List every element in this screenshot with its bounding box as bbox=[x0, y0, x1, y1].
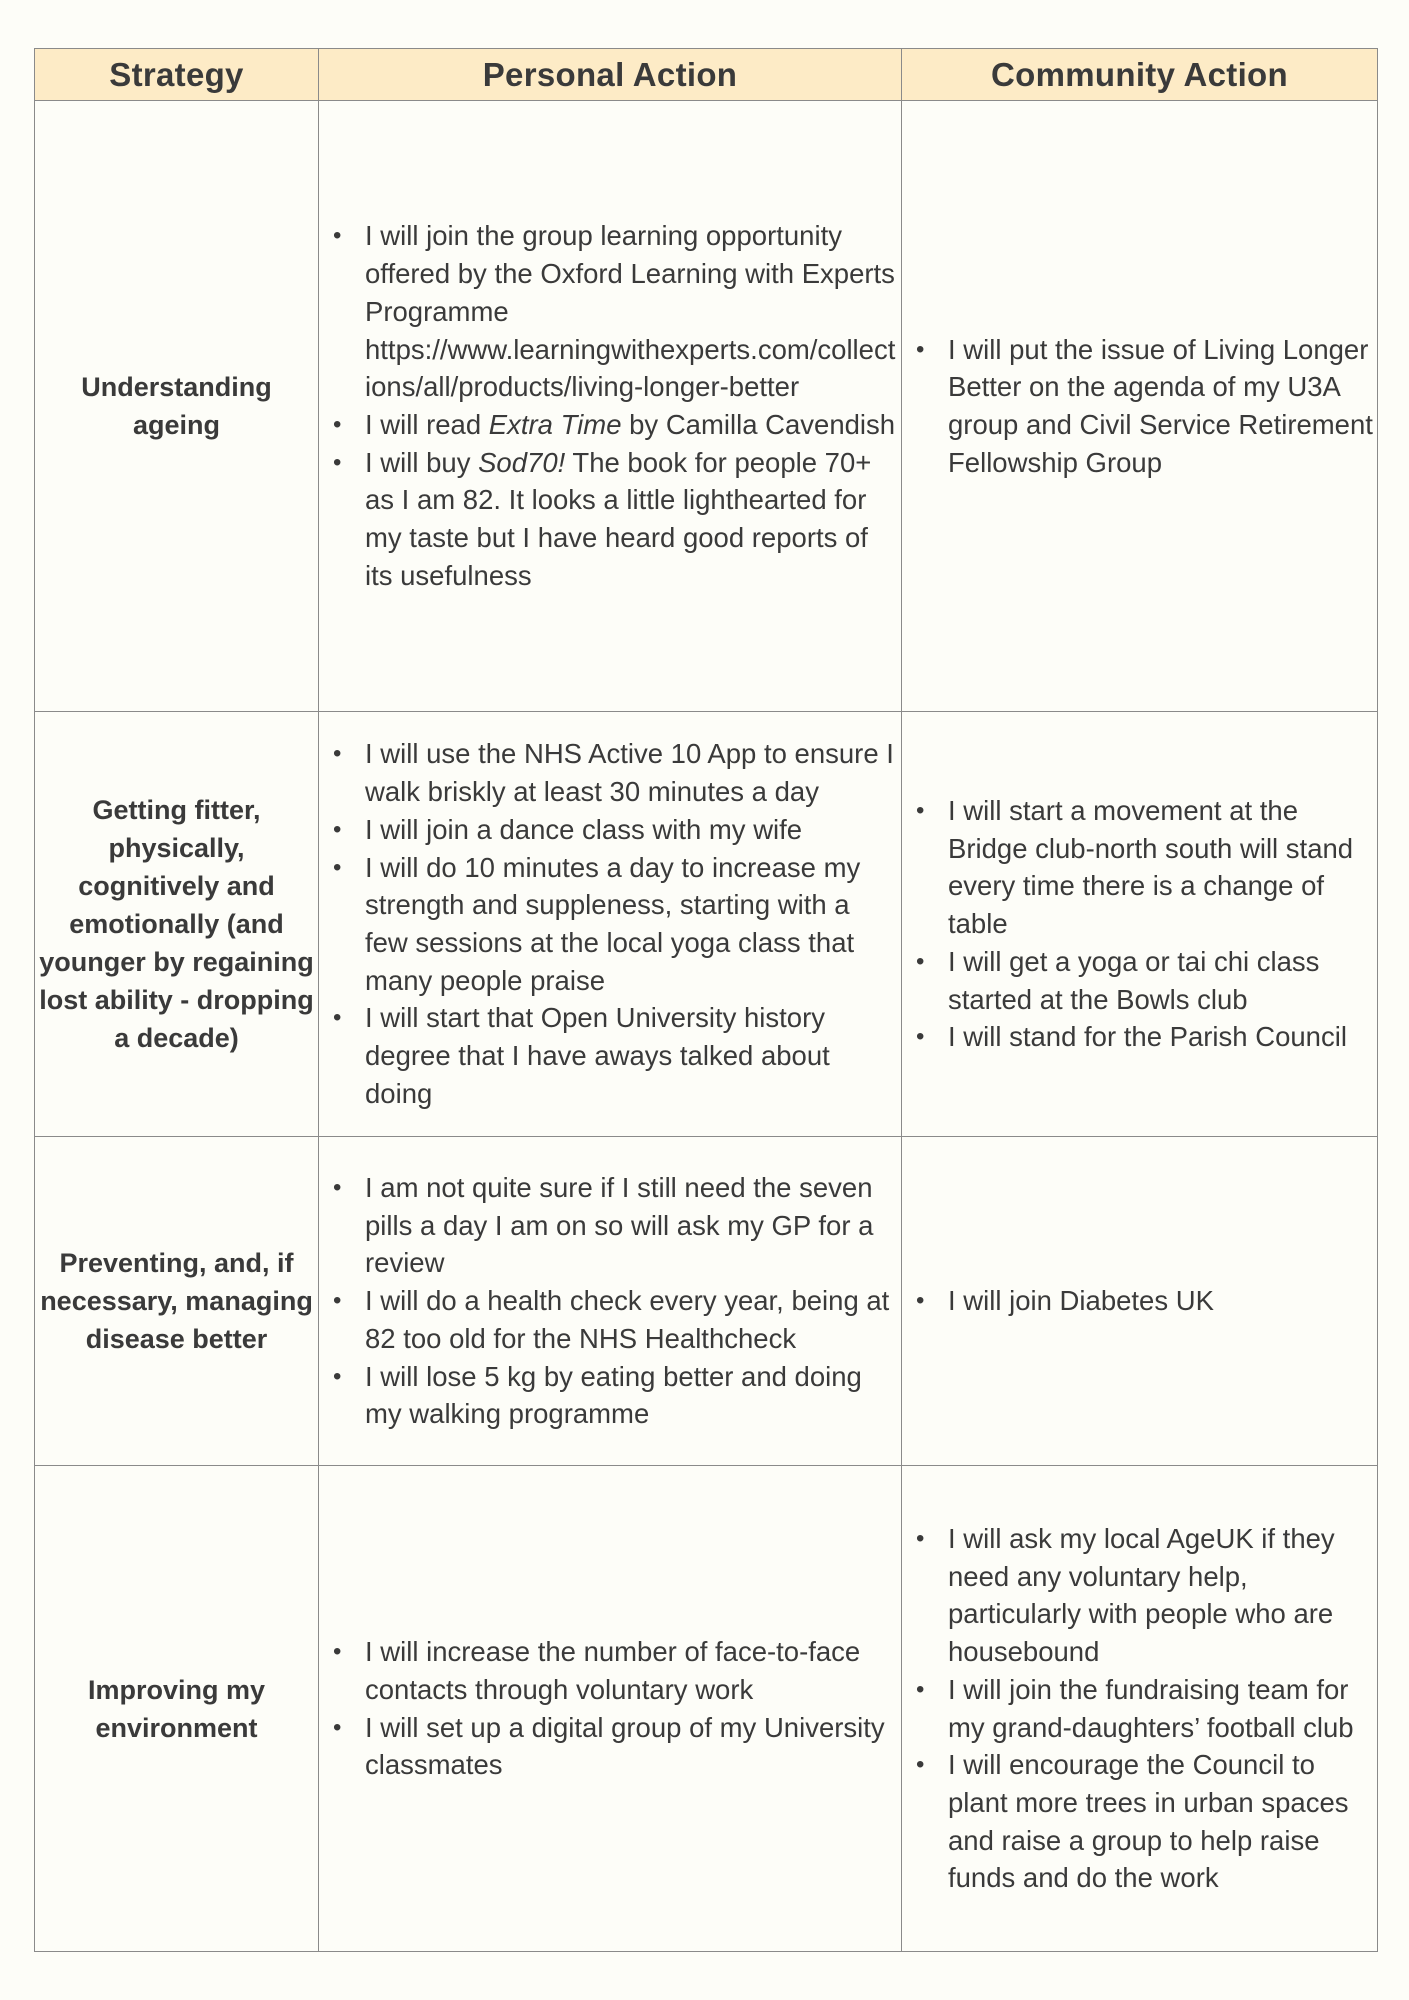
personal-action-cell bbox=[319, 712, 902, 1137]
list-item: • I will join Diabetes UK bbox=[948, 1282, 1373, 1320]
community-action-list bbox=[902, 331, 1373, 482]
header-community-action: Community Action bbox=[902, 49, 1378, 101]
header-strategy: Strategy bbox=[35, 49, 319, 101]
list-item: • I will start that Open University history degree that I have aways talked about doing bbox=[365, 999, 897, 1112]
list-item: • I will get a yoga or tai chi class started at the Bowls club bbox=[948, 943, 1373, 1018]
personal-action-list bbox=[319, 217, 897, 594]
community-action-cell bbox=[902, 1137, 1378, 1466]
header-personal-action: Personal Action bbox=[319, 49, 902, 101]
community-action-cell bbox=[902, 1466, 1378, 1952]
strategy-cell: Getting fitter, physically, cognitively and emotionally (and younger by regaining lost ability - dropping a decade) bbox=[35, 712, 319, 1137]
list-item: • I will do a health check every year, being at 82 too old for the NHS Healthcheck bbox=[365, 1282, 897, 1357]
table-row bbox=[35, 712, 1378, 1137]
list-item: • I am not quite sure if I still need the seven pills a day I am on so will ask my GP for a review bbox=[365, 1169, 897, 1282]
community-action-list bbox=[902, 792, 1373, 1056]
action-plan-table bbox=[34, 48, 1378, 1952]
community-action-cell bbox=[902, 712, 1378, 1137]
community-action-cell bbox=[902, 101, 1378, 712]
list-item: • I will start a movement at the Bridge club-north south will stand every time there is a change of table bbox=[948, 792, 1373, 943]
list-item: • I will use the NHS Active 10 App to ensure I walk briskly at least 30 minutes a day bbox=[365, 735, 897, 810]
list-item: • I will encourage the Council to plant more trees in urban spaces and raise a group to help raise funds and do the work bbox=[948, 1746, 1373, 1897]
list-item: • I will put the issue of Living Longer Better on the agenda of my U3A group and Civil Service Retirement Fellowship Group bbox=[948, 331, 1373, 482]
table-row bbox=[35, 1137, 1378, 1466]
personal-action-cell bbox=[319, 101, 902, 712]
table-row bbox=[35, 101, 1378, 712]
strategy-cell: Improving my environment bbox=[35, 1466, 319, 1952]
header-row bbox=[35, 49, 1378, 101]
list-item: • I will do 10 minutes a day to increase my strength and suppleness, starting with a few sessions at the local yoga class that many people praise bbox=[365, 849, 897, 1000]
community-action-list bbox=[902, 1520, 1373, 1897]
personal-action-list bbox=[319, 735, 897, 1112]
personal-action-list bbox=[319, 1169, 897, 1433]
personal-action-list bbox=[319, 1633, 897, 1784]
strategy-cell: Preventing, and, if necessary, managing disease better bbox=[35, 1137, 319, 1466]
personal-action-cell bbox=[319, 1137, 902, 1466]
strategy-cell: Understanding ageing bbox=[35, 101, 319, 712]
list-item: • I will increase the number of face-to-face contacts through voluntary work bbox=[365, 1633, 897, 1708]
list-item: • I will join a dance class with my wife bbox=[365, 811, 897, 849]
list-item: • I will join the fundraising team for my grand-daughters’ football club bbox=[948, 1671, 1373, 1746]
personal-action-cell bbox=[319, 1466, 902, 1952]
list-item: • I will lose 5 kg by eating better and doing my walking programme bbox=[365, 1358, 897, 1433]
table-row bbox=[35, 1466, 1378, 1952]
list-item: • I will read Extra Time by Camilla Cavendish bbox=[365, 406, 897, 444]
list-item: • I will ask my local AgeUK if they need any voluntary help, particularly with people who are housebound bbox=[948, 1520, 1373, 1671]
book-title: Extra Time bbox=[488, 409, 622, 440]
list-item: • I will stand for the Parish Council bbox=[948, 1018, 1373, 1056]
list-item: • I will set up a digital group of my University classmates bbox=[365, 1709, 897, 1784]
community-action-list bbox=[902, 1282, 1373, 1320]
list-item: • I will join the group learning opportunity offered by the Oxford Learning with Experts Programme https://www.learningwithexperts.com/collections/all/products/living-longer-better bbox=[365, 217, 897, 406]
book-title: Sod70! bbox=[478, 446, 566, 478]
list-item: • I will buy Sod70! The book for people 70+ as I am 82. It looks a little lighthearted for my taste but I have heard good reports of its usefulness bbox=[365, 444, 897, 595]
